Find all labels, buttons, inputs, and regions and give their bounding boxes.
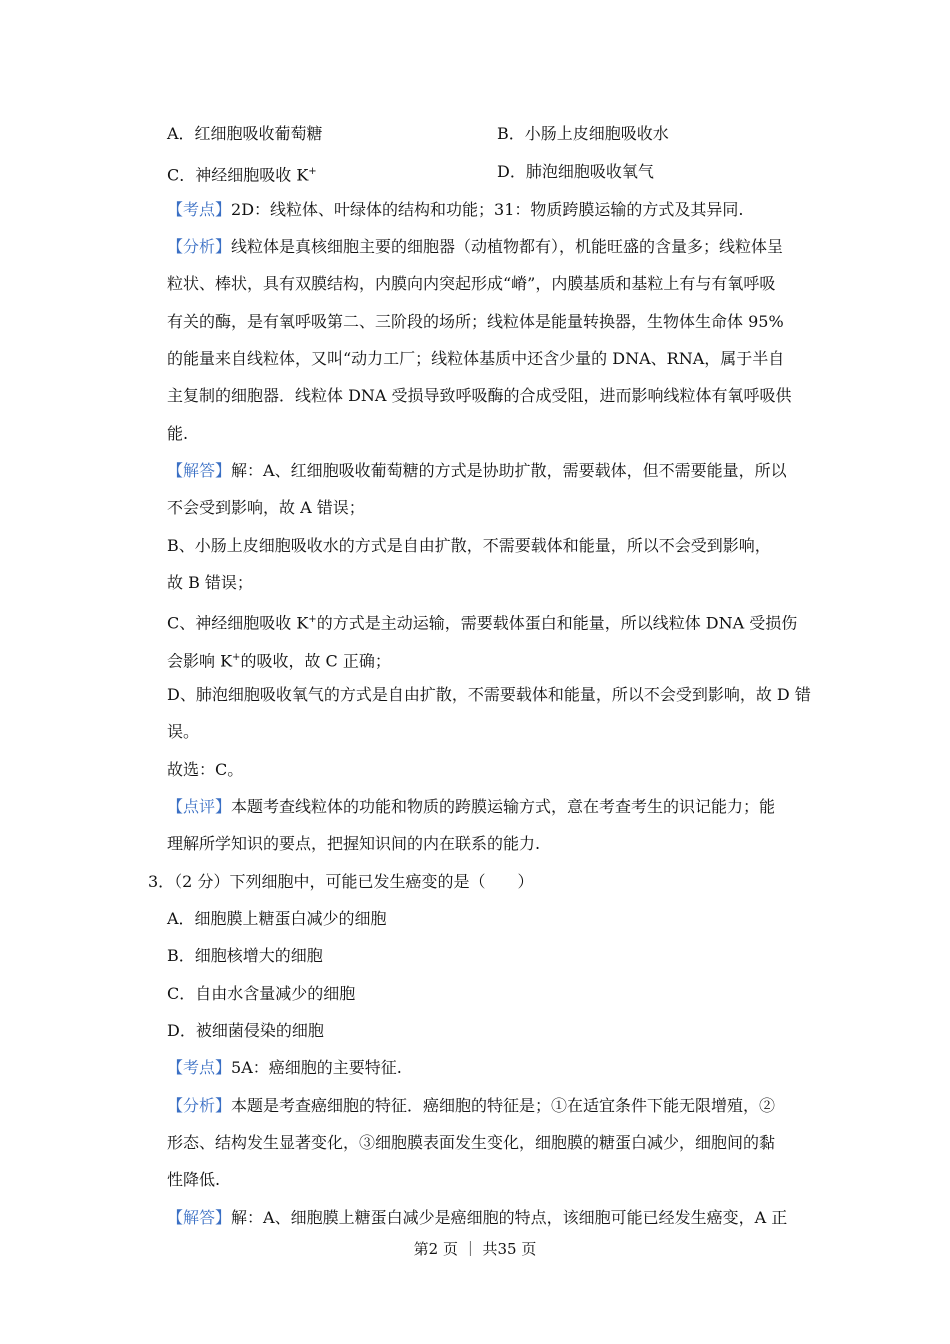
question-3-stem: 3．（2 分）下列细胞中，可能已发生癌变的是（ ） xyxy=(148,872,534,891)
jieda-tag: 【解答】 xyxy=(167,1208,232,1227)
q3-option-a: A．细胞膜上糖蛋白减少的细胞 xyxy=(167,909,387,928)
fenxi-q2-line6: 能. xyxy=(167,424,189,443)
jieda-q2-line1: 【解答】解：A、红细胞吸收葡萄糖的方式是协助扩散，需要载体，但不需要能量，所以 xyxy=(167,461,787,480)
jieda-q2-line8: 误。 xyxy=(167,722,200,741)
kaodian-q3: 【考点】5A：癌细胞的主要特征. xyxy=(167,1058,402,1077)
jieda-q2-line4: 故 B 错误； xyxy=(167,573,253,592)
kaodian-tag: 【考点】 xyxy=(167,1058,232,1077)
kaodian-q2: 【考点】2D：线粒体、叶绿体的结构和功能；31：物质跨膜运输的方式及其异同. xyxy=(167,200,744,219)
option-b: B．小肠上皮细胞吸收水 xyxy=(497,124,669,143)
fenxi-q2-line2: 粒状、棒状，具有双膜结构，内膜向内突起形成“嵴”，内膜基质和基粒上有与有氧呼吸 xyxy=(167,274,776,293)
dianping-q2-line1: 【点评】本题考查线粒体的功能和物质的跨膜运输方式，意在考查考生的识记能力；能 xyxy=(167,797,776,816)
jieda-q3-line1: 【解答】解：A、细胞膜上糖蛋白减少是癌细胞的特点，该细胞可能已经发生癌变，A 正 xyxy=(167,1208,788,1227)
option-a: A．红细胞吸收葡萄糖 xyxy=(167,124,323,143)
page-footer: 第2 页 ｜ 共35 页 xyxy=(413,1240,537,1258)
fenxi-q3-line3: 性降低. xyxy=(167,1170,221,1189)
jieda-q2-line3: B、小肠上皮细胞吸收水的方式是自由扩散，不需要载体和能量，所以不会受到影响， xyxy=(167,536,771,555)
jieda-q2-line7: D、肺泡细胞吸收氧气的方式是自由扩散，不需要载体和能量，所以不会受到影响，故 D 错 xyxy=(167,685,811,704)
q3-option-c: C．自由水含量减少的细胞 xyxy=(167,984,356,1003)
jieda-q2-line9: 故选：C。 xyxy=(167,760,244,779)
fenxi-q2-line1: 【分析】线粒体是真核细胞主要的细胞器（动植物都有），机能旺盛的含量多；线粒体呈 xyxy=(167,237,784,256)
q3-option-d: D．被细菌侵染的细胞 xyxy=(167,1021,324,1040)
jieda-q2-line5: C、神经细胞吸收 K+的方式是主动运输，需要载体蛋白和能量，所以线粒体 DNA 受损伤 xyxy=(167,613,798,633)
dianping-q2-line2: 理解所学知识的要点，把握知识间的内在联系的能力. xyxy=(167,834,541,853)
jieda-q2-line2: 不会受到影响，故 A 错误； xyxy=(167,498,365,517)
fenxi-q2-line4: 的能量来自线粒体，又叫“动力工厂；线粒体基质中还含少量的 DNA、RNA，属于半自 xyxy=(167,349,785,368)
option-d: D．肺泡细胞吸收氧气 xyxy=(497,162,654,181)
kaodian-tag: 【考点】 xyxy=(167,200,232,219)
fenxi-q3-line1: 【分析】本题是考查癌细胞的特征．癌细胞的特征是；①在适宜条件下能无限增殖，② xyxy=(167,1096,776,1115)
fenxi-q3-line2: 形态、结构发生显著变化，③细胞膜表面发生变化，细胞膜的糖蛋白减少，细胞间的黏 xyxy=(167,1133,776,1152)
fenxi-q2-line5: 主复制的细胞器．线粒体 DNA 受损导致呼吸酶的合成受阻，进而影响线粒体有氧呼吸供 xyxy=(167,386,792,405)
fenxi-tag: 【分析】 xyxy=(167,237,232,256)
fenxi-tag: 【分析】 xyxy=(167,1096,232,1115)
q3-option-b: B．细胞核增大的细胞 xyxy=(167,946,323,965)
jieda-tag: 【解答】 xyxy=(167,461,232,480)
fenxi-q2-line3: 有关的酶，是有氧呼吸第二、三阶段的场所；线粒体是能量转换器，生物体生命体 95% xyxy=(167,312,784,331)
dianping-tag: 【点评】 xyxy=(167,797,232,816)
option-c: C．神经细胞吸收 K+ xyxy=(167,165,317,185)
jieda-q2-line6: 会影响 K+的吸收，故 C 正确； xyxy=(167,651,391,671)
